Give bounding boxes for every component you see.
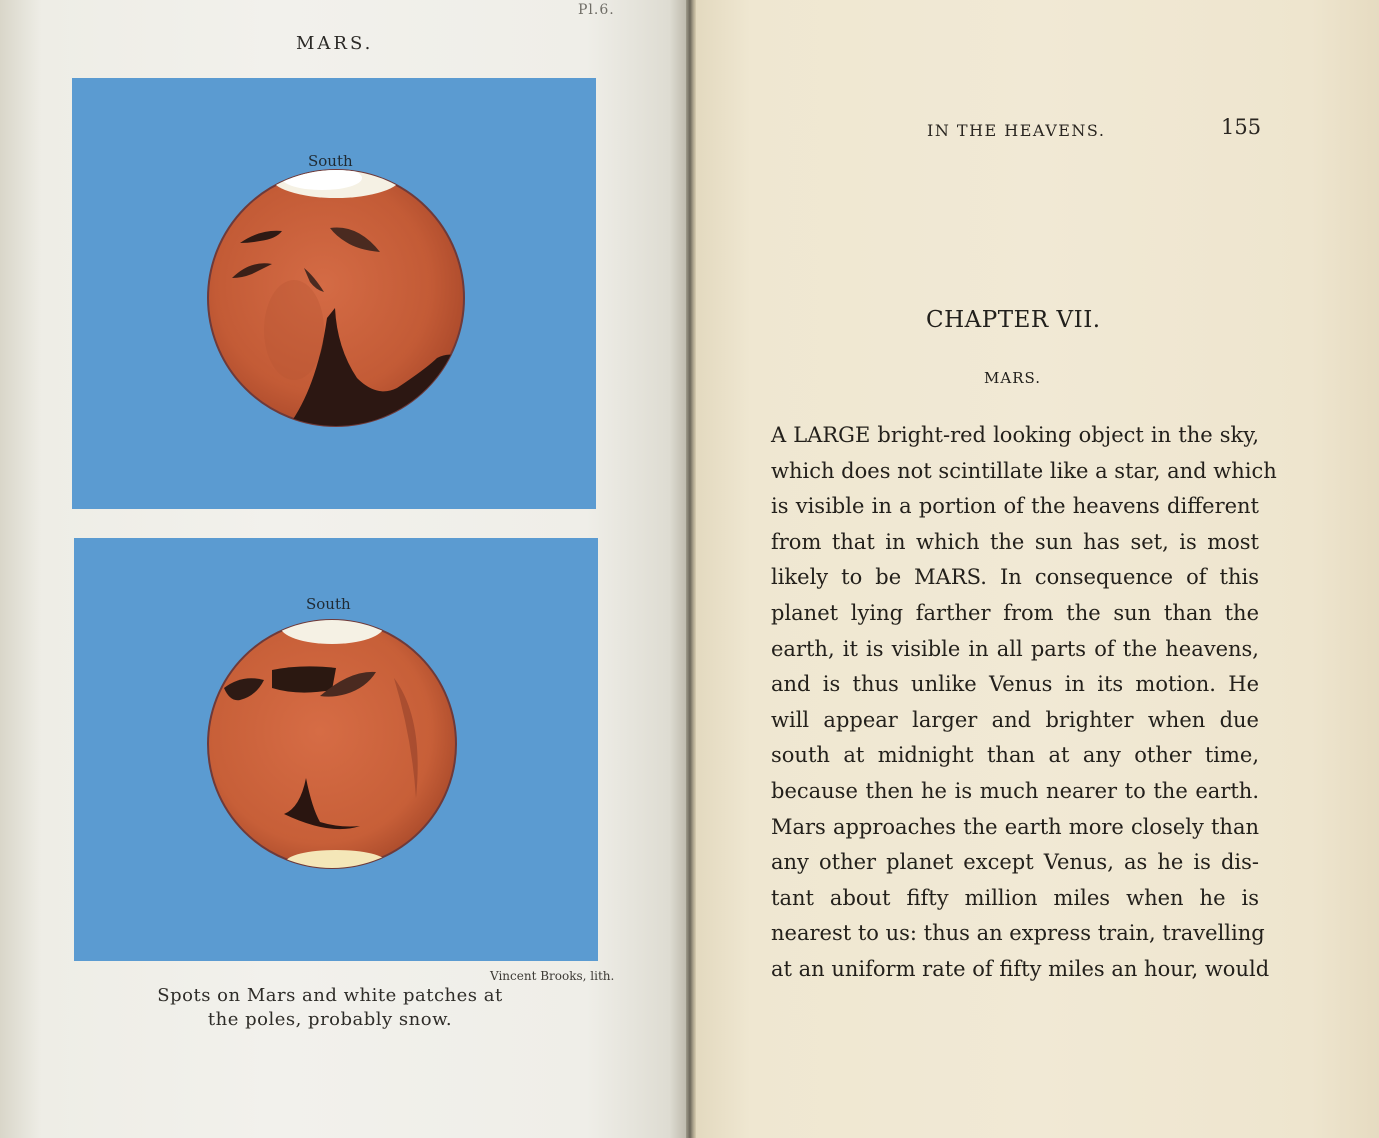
text-line: from that in which the sun has set, is most xyxy=(771,529,1259,554)
text-line: south at midnight than at any other time, xyxy=(771,743,1259,768)
book-gutter xyxy=(686,0,696,1138)
plate-caption xyxy=(150,984,510,1032)
text-line: is visible in a portion of the heavens different xyxy=(771,494,1259,519)
text-line: any other planet except Venus, as he is dis- xyxy=(771,850,1259,875)
plate-number: Pl.6. xyxy=(578,2,615,18)
text-line: at an uniform rate of fifty miles an hour, would xyxy=(771,956,1270,981)
mars-illustration-bottom xyxy=(74,538,598,961)
text-line: tant about fifty million miles when he is xyxy=(771,885,1259,910)
body-text xyxy=(771,418,1277,988)
text-line: nearest to us: thus an express train, travelling xyxy=(771,921,1265,946)
south-label-bottom: South xyxy=(306,595,351,613)
text-line: Mars approaches the earth more closely than xyxy=(771,814,1259,839)
south-label-top: South xyxy=(308,152,353,170)
caption-line: the poles, probably snow. xyxy=(207,1009,453,1030)
text-line: planet lying farther from the sun than the xyxy=(771,600,1259,625)
text-line: will appear larger and brighter when due xyxy=(771,707,1259,732)
text-line: A LARGE bright-red looking object in the sky, xyxy=(771,423,1259,447)
mars-globe-bottom xyxy=(74,538,598,961)
caption-line: Spots on Mars and white patches at xyxy=(157,985,503,1006)
mars-globe-top xyxy=(72,78,596,509)
right-page xyxy=(696,0,1379,1138)
mars-illustration-top xyxy=(72,78,596,509)
text-line: and is thus unlike Venus in its motion. He xyxy=(771,672,1259,697)
chapter-subtitle: MARS. xyxy=(984,369,1041,387)
lithographer-credit: Vincent Brooks, lith. xyxy=(490,969,615,983)
plate-title: MARS. xyxy=(296,33,374,54)
text-line: because then he is much nearer to the earth. xyxy=(771,778,1259,803)
page-number: 155 xyxy=(1221,115,1262,139)
running-head: IN THE HEAVENS. xyxy=(927,121,1106,140)
text-line: which does not scintillate like a star, and which xyxy=(771,458,1277,483)
chapter-title: CHAPTER VII. xyxy=(926,307,1101,333)
text-line: likely to be MARS. In consequence of this xyxy=(771,565,1259,590)
text-line: earth, it is visible in all parts of the heavens, xyxy=(771,636,1259,661)
